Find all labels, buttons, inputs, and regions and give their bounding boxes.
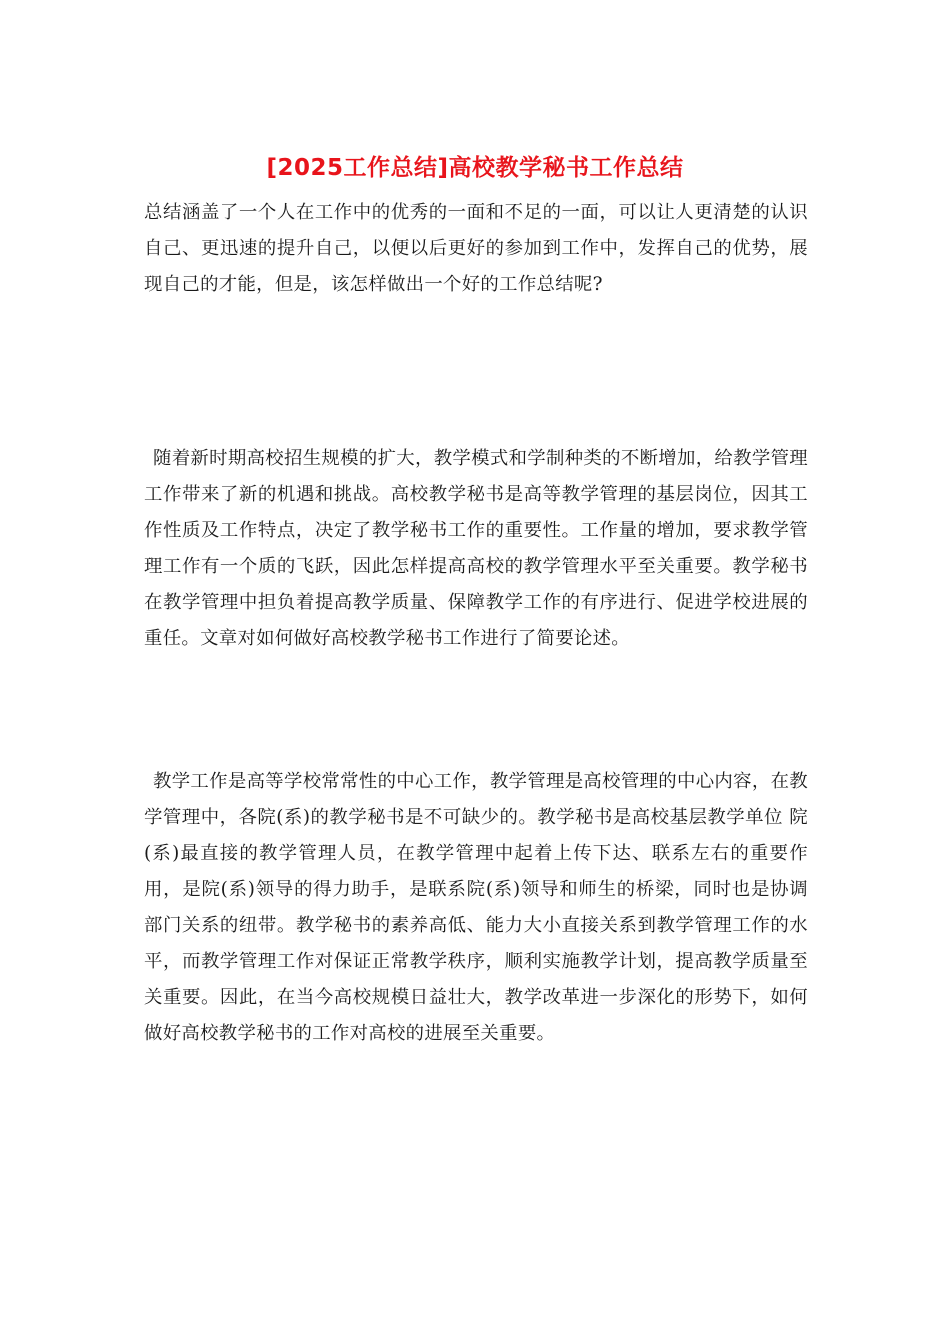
body-paragraph-1: 随着新时期高校招生规模的扩大，教学模式和学制种类的不断增加，给教学管理工作带来了新的机遇和挑战。高校教学秘书是高等教学管理的基层岗位，因其工作性质及工作特点，决定了教学秘书工作的重要性。工作量的增加，要求教学管理工作有一个质的飞跃，因此怎样提高高校的教学管理水平至关重要。教学秘书在教学管理中担负着提高教学质量、保障教学工作的有序进行、促进学校进展的重任。文章对如何做好高校教学秘书工作进行了简要论述。 (144, 448, 808, 649)
body-paragraph-2: 教学工作是高等学校常常性的中心工作，教学管理是高校管理的中心内容，在教学管理中，各院(系)的教学秘书是不可缺少的。教学秘书是高校基层教学单位 院(系)最直接的教学管理人员，在教学管理中起着上传下达、联系左右的重要作用，是院(系)领导的得力助手，是联系院(系)领导和师生的桥梁，同时也是协调部门关系的纽带。教学秘书的素养高低、能力大小直接关系到教学管理工作的水平，而教学管理工作对保证正常教学秩序，顺利实施教学计划，提高教学质量至关重要。因此，在当今高校规模日益壮大，教学改革进一步深化的形势下，如何做好高校教学秘书的工作对高校的进展至关重要。 (144, 771, 808, 1044)
intro-paragraph: 总结涵盖了一个人在工作中的优秀的一面和不足的一面，可以让人更清楚的认识自己、更迅速的提升自己，以便以后更好的参加到工作中，发挥自己的优势，展现自己的才能，但是，该怎样做出一个好的工作总结呢? (144, 202, 808, 295)
document-title: [2025工作总结]高校教学秘书工作总结 (266, 155, 684, 181)
